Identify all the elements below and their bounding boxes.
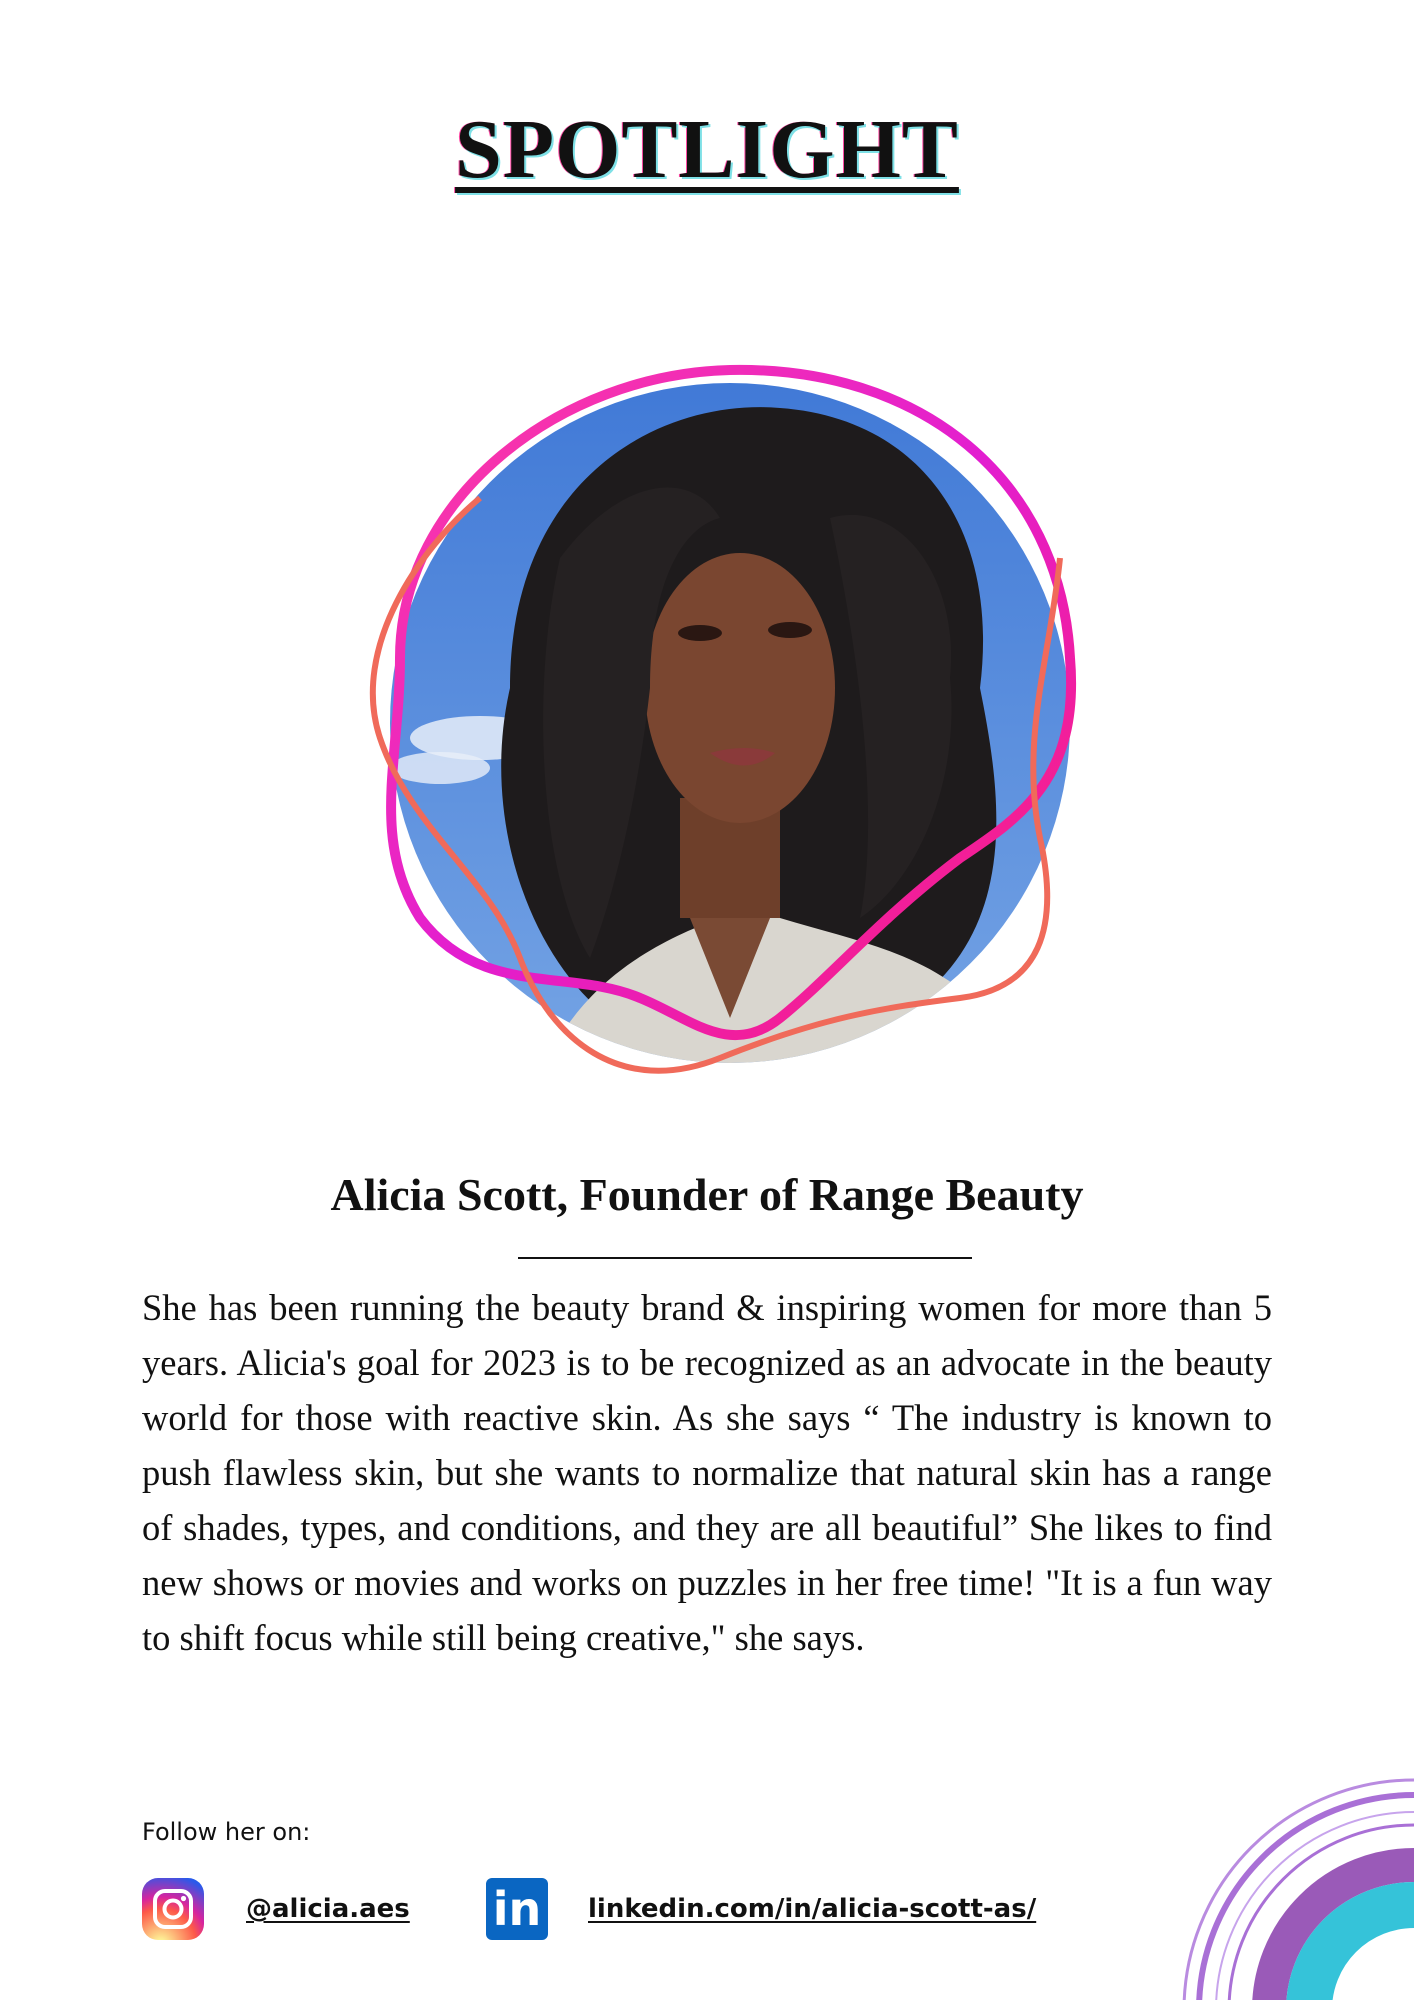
profile-name-title: Alicia Scott, Founder of Range Beauty [330, 1169, 1084, 1220]
instagram-icon [142, 1878, 204, 1940]
profile-bio: She has been running the beauty brand & inspiring women for more than 5 years. Alicia's goal for 2023 is to be recognized as an advocate in the beauty world for those with reactive skin. As she says “ The industry is known to push flawless skin, but she wants to normalize that natural skin has a range of shades, types, and conditions, and they are all beautiful” She likes to find new shows or movies and works on puzzles in her free time! "It is a fun way to shift focus while still being creative," she says. [142, 1287, 1272, 1658]
linkedin-icon: in [486, 1878, 548, 1940]
portrait [360, 358, 1140, 1138]
corner-decoration [1114, 1740, 1414, 2000]
divider [518, 1257, 972, 1259]
instagram-handle[interactable]: @alicia.aes [246, 1894, 410, 1924]
portrait-photo [360, 358, 1140, 1138]
page-title: SPOTLIGHT [455, 103, 959, 196]
instagram-link[interactable] [142, 1878, 410, 1940]
follow-label: Follow her on: [142, 1818, 311, 1846]
linkedin-handle[interactable]: linkedin.com/in/alicia-scott-as/ [588, 1894, 1037, 1924]
linkedin-link[interactable] [486, 1878, 1036, 1940]
